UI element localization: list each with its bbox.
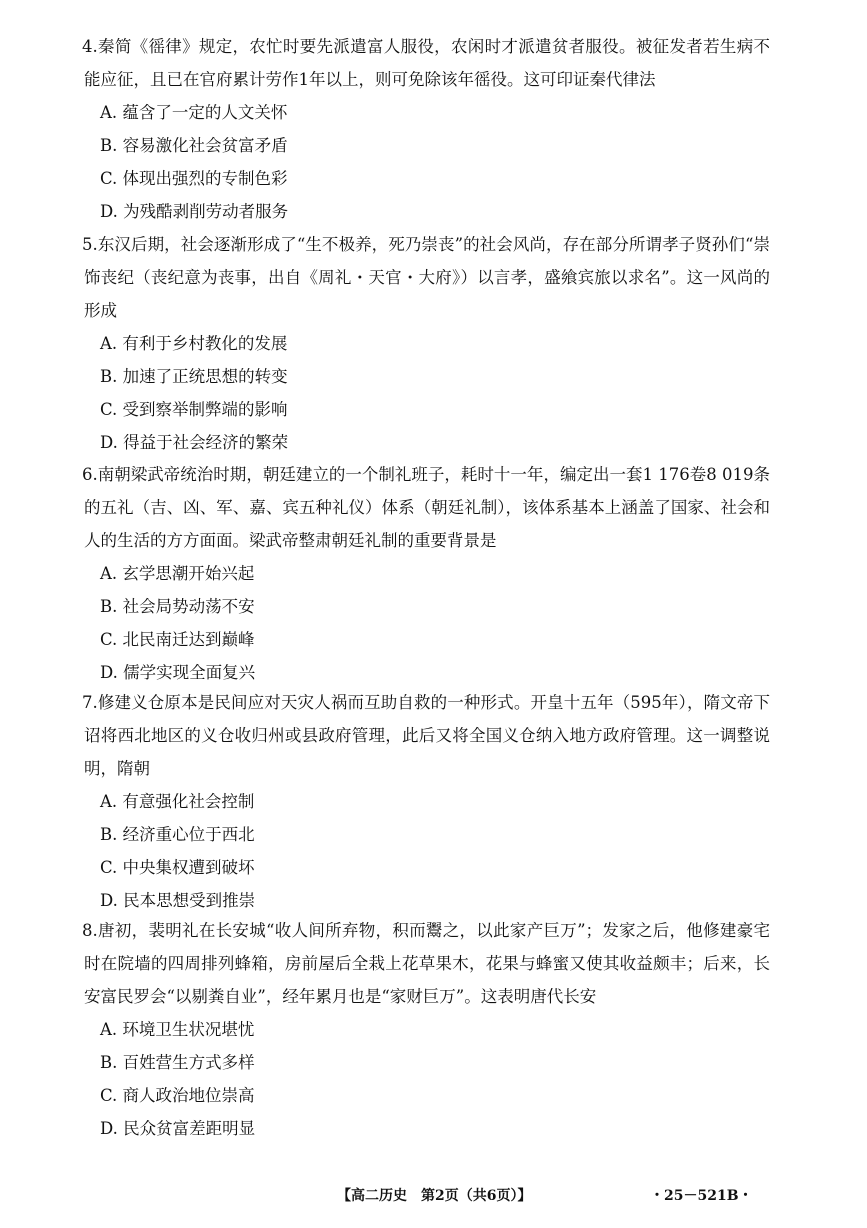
- option-b: B. 加速了正统思想的转变: [100, 367, 288, 386]
- option-b: B. 社会局势动荡不安: [100, 597, 255, 616]
- question-7: [0, 686, 867, 917]
- option-a: A. 环境卫生状况堪忧: [100, 1020, 255, 1039]
- question-stem: [84, 228, 770, 327]
- question-text: 秦简《徭律》规定，农忙时要先派遣富人服役，农闲时才派遣贫者服役。被征发者若生病不能应征，且已在官府累计劳作1年以上，则可免除该年徭役。这可印证秦代律法: [84, 37, 770, 89]
- option-b: B. 容易激化社会贫富矛盾: [100, 136, 288, 155]
- option-c: C. 受到察举制弊端的影响: [100, 400, 288, 419]
- question-8: [0, 914, 867, 1145]
- option-c: C. 中央集权遭到破坏: [100, 858, 255, 877]
- option-d: D. 为残酷剥削劳动者服务: [100, 202, 289, 221]
- question-5: [0, 228, 867, 459]
- option-d: D. 民众贫富差距明显: [100, 1119, 256, 1138]
- option-d: D. 民本思想受到推崇: [100, 891, 256, 910]
- option-d: D. 得益于社会经济的繁荣: [100, 433, 289, 452]
- option-b: B. 经济重心位于西北: [100, 825, 255, 844]
- question-text: 唐初，裴明礼在长安城“收人间所弃物，积而鬻之，以此家产巨万”；发家之后，他修建豪宅时在院墙的四周排列蜂箱，房前屋后全栽上花草果木，花果与蜂蜜又使其收益颇丰；后来，长安富民罗会“以剔粪自业”，经年累月也是“家财巨万”。这表明唐代长安: [84, 921, 770, 1006]
- question-stem: [84, 686, 770, 785]
- question-text: 修建义仓原本是民间应对天灾人祸而互助自救的一种形式。开皇十五年（595年），隋文帝下诏将西北地区的义仓收归州或县政府管理，此后又将全国义仓纳入地方政府管理。这一调整说明，隋朝: [84, 693, 770, 778]
- question-stem: [84, 914, 770, 1013]
- question-number: 5.: [82, 235, 98, 254]
- question-number: 7.: [82, 693, 98, 712]
- option-c: C. 体现出强烈的专制色彩: [100, 169, 288, 188]
- question-number: 6.: [82, 465, 98, 484]
- footer-page-info: 【高二历史 第2页（共6页）】: [337, 1188, 532, 1204]
- question-6: [0, 458, 867, 689]
- option-a: A. 玄学思潮开始兴起: [100, 564, 255, 583]
- option-c: C. 商人政治地位崇高: [100, 1086, 255, 1105]
- question-number: 4.: [82, 37, 98, 56]
- question-text: 南朝梁武帝统治时期，朝廷建立的一个制礼班子，耗时十一年，编定出一套1 176卷8 019条的五礼（吉、凶、军、嘉、宾五种礼仪）体系（朝廷礼制），该体系基本上涵盖了国家、社会和人的生活的方方面面。梁武帝整肃朝廷礼制的重要背景是: [84, 465, 770, 550]
- footer-exam-code: ・25－521B・: [650, 1188, 753, 1204]
- question-stem: [84, 30, 770, 96]
- question-stem: [84, 458, 770, 557]
- option-a: A. 有利于乡村教化的发展: [100, 334, 288, 353]
- option-a: A. 蕴含了一定的人文关怀: [100, 103, 288, 122]
- option-c: C. 北民南迁达到巅峰: [100, 630, 255, 649]
- question-number: 8.: [82, 921, 98, 940]
- option-d: D. 儒学实现全面复兴: [100, 663, 256, 682]
- question-text: 东汉后期，社会逐渐形成了“生不极养，死乃崇丧”的社会风尚，存在部分所谓孝子贤孙们“崇饰丧纪（丧纪意为丧事，出自《周礼・天官・大府》）以言孝，盛飨宾旅以求名”。这一风尚的形成: [84, 235, 770, 320]
- option-a: A. 有意强化社会控制: [100, 792, 255, 811]
- question-4: [0, 30, 867, 228]
- option-b: B. 百姓营生方式多样: [100, 1053, 255, 1072]
